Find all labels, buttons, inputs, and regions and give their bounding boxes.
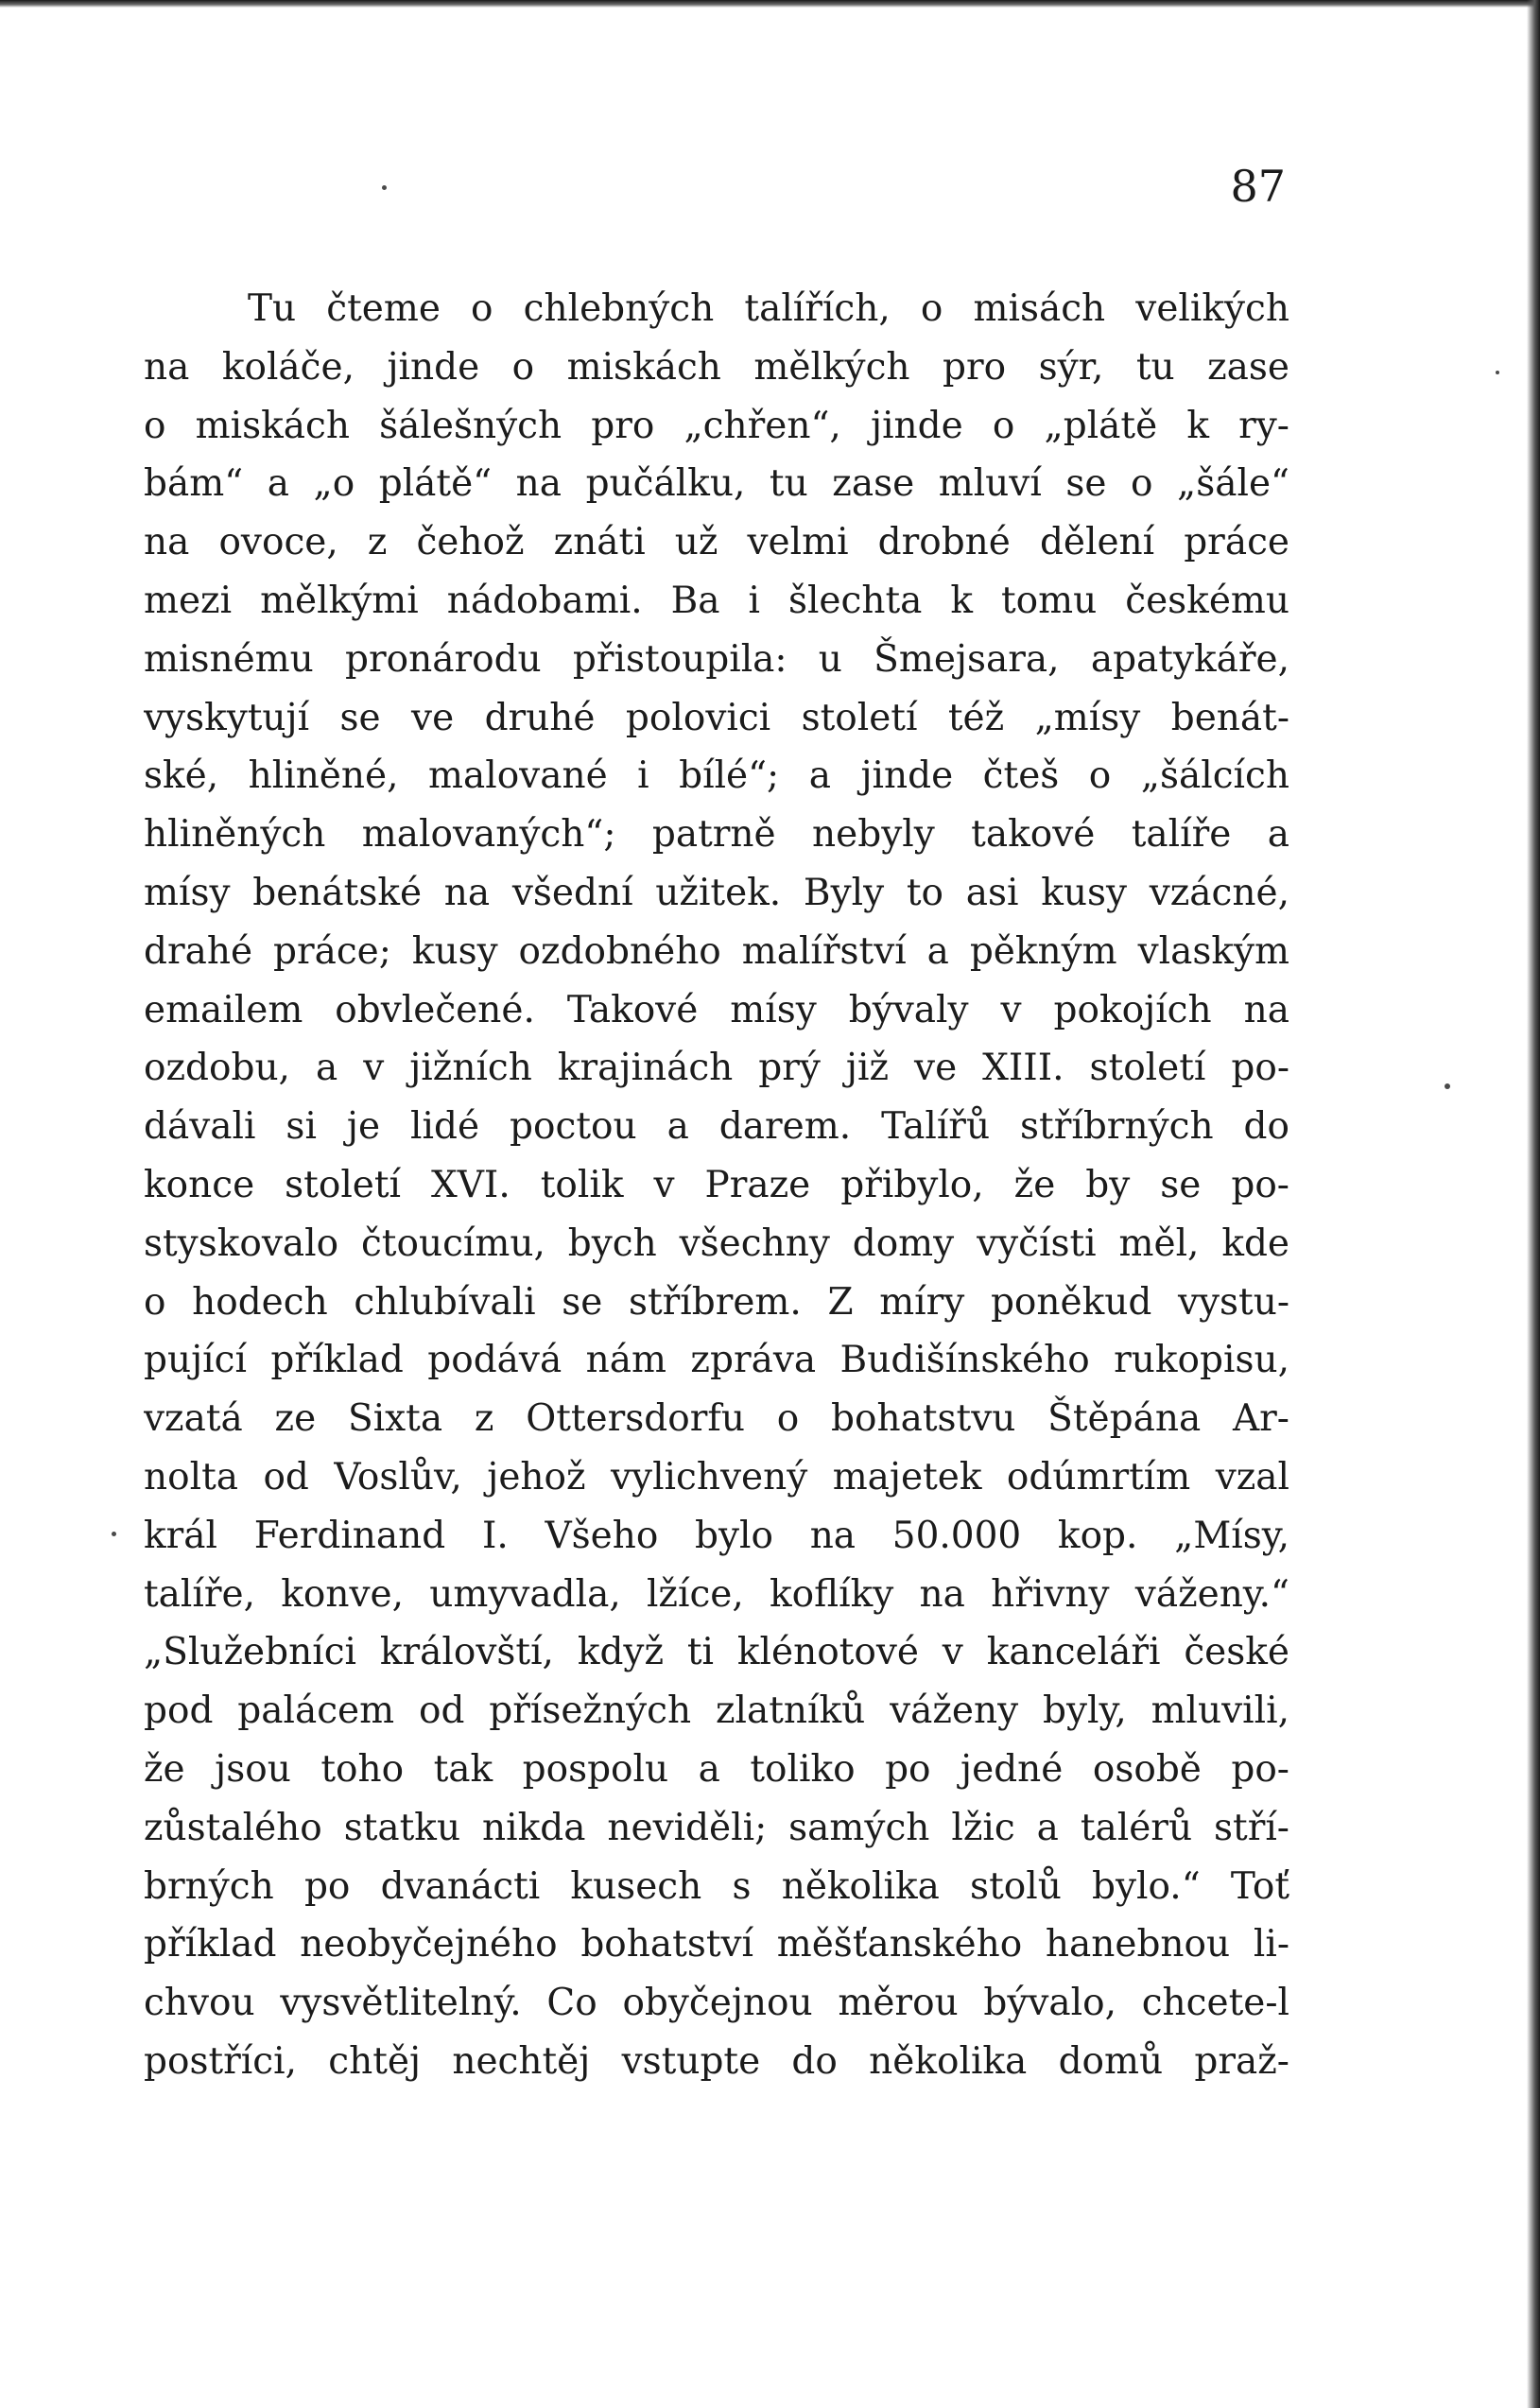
text-line: vzatá ze Sixta z Ottersdorfu o bohatstvu Štěpána Ar- — [144, 1397, 1289, 1441]
text-line: na ovoce, z čehož znáti už velmi drobné dělení práce — [144, 521, 1289, 564]
text-line: mísy benátské na všední užitek. Byly to asi kusy vzácné, — [144, 871, 1289, 914]
scan-speck — [382, 185, 387, 190]
text-line: bám“ a „o plátě“ na pučálku, tu zase mluví se o „šále“ — [144, 462, 1289, 506]
text-line: chvou vysvětlitelný. Co obyčejnou měrou bývalo, chcete-l — [144, 1982, 1289, 2025]
text-line: zůstalého statku nikda neviděli; samých lžic a talérů stří- — [144, 1806, 1289, 1849]
text-line: o miskách šálešných pro „chřen“, jinde o „plátě k ry- — [144, 404, 1289, 447]
text-line: drahé práce; kusy ozdobného malířství a pěkným vlaským — [144, 929, 1289, 973]
text-line: konce století XVI. tolik v Praze přibylo, že by se po- — [144, 1163, 1289, 1206]
text-line: dávali si je lidé poctou a darem. Talířů stříbrných do — [144, 1105, 1289, 1149]
text-line: styskovalo čtoucímu, bych všechny domy vyčísti měl, kde — [144, 1221, 1289, 1265]
text-line: král Ferdinand I. Všeho bylo na 50.000 kop. „Mísy, — [144, 1514, 1289, 1557]
page-number: 87 — [1230, 161, 1286, 212]
scan-edge-right — [1527, 0, 1540, 2408]
text-line: emailem obvlečené. Takové mísy bývaly v pokojích na — [144, 988, 1289, 1031]
text-line: pující příklad podává nám zpráva Budišínského rukopisu, — [144, 1339, 1289, 1382]
text-line: talíře, konve, umyvadla, lžíce, koflíky na hřivny váženy.“ — [144, 1572, 1289, 1616]
scan-speck — [1445, 1083, 1450, 1089]
text-line: Tu čteme o chlebných talířích, o misách velikých — [248, 287, 1289, 330]
text-line: že jsou toho tak pospolu a toliko po jedné osobě po- — [144, 1747, 1289, 1791]
text-line: o hodech chlubívali se stříbrem. Z míry poněkud vystu- — [144, 1280, 1289, 1324]
text-line: příklad neobyčejného bohatství měšťanského hanebnou li- — [144, 1923, 1289, 1966]
body-text — [144, 280, 1289, 2091]
text-line: pod palácem od přísežných zlatníků váženy byly, mluvili, — [144, 1689, 1289, 1733]
text-line: „Služebníci královští, když ti klénotové v kanceláři české — [144, 1631, 1289, 1674]
text-line: brných po dvanácti kusech s několika stolů bylo.“ Toť — [144, 1864, 1289, 1908]
text-line: misnému pronárodu přistoupila: u Šmejsara, apatykáře, — [144, 637, 1289, 681]
text-line: ské, hliněné, malované i bílé“; a jinde čteš o „šálcích — [144, 754, 1289, 798]
text-line: vyskytují se ve druhé polovici století též „mísy benát- — [144, 696, 1289, 739]
text-line: na koláče, jinde o miskách mělkých pro sýr, tu zase — [144, 345, 1289, 389]
text-line: mezi mělkými nádobami. Ba i šlechta k tomu českému — [144, 579, 1289, 622]
text-line: hliněných malovaných“; patrně nebyly takové talíře a — [144, 813, 1289, 857]
scan-speck — [1496, 371, 1499, 374]
scan-edge-top — [0, 0, 1540, 8]
scan-speck — [112, 1532, 116, 1536]
text-line: ozdobu, a v jižních krajinách prý již ve XIII. století po- — [144, 1047, 1289, 1090]
text-line: nolta od Voslův, jehož vylichvený majetek odúmrtím vzal — [144, 1455, 1289, 1499]
text-line: postříci, chtěj nechtěj vstupte do několika domů praž- — [144, 2039, 1289, 2083]
